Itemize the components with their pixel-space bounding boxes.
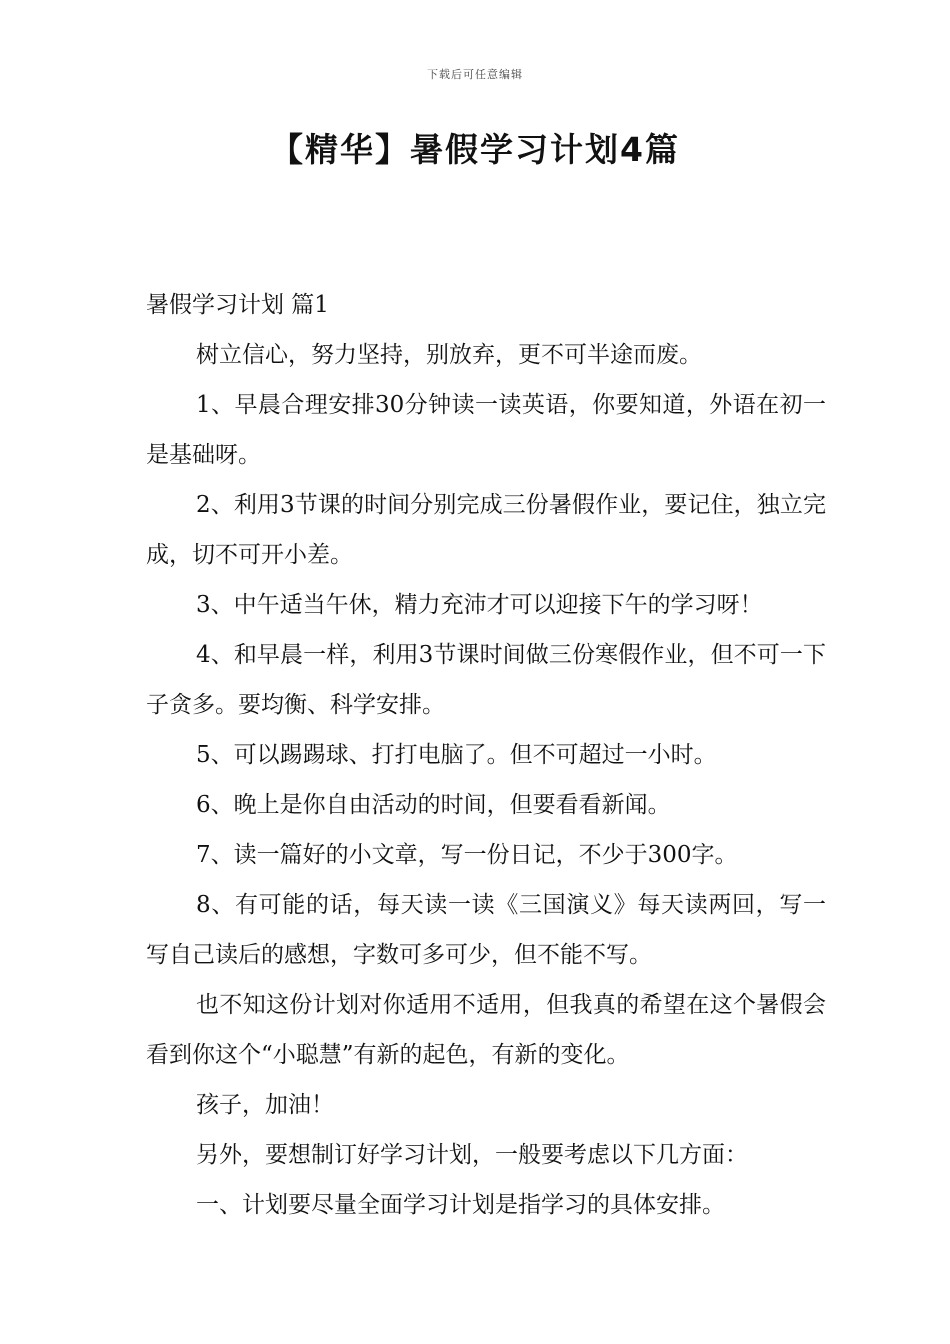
paragraph: 1、早晨合理安排30分钟读一读英语，你要知道，外语在初一是基础呀。 bbox=[146, 392, 826, 468]
paragraph: 也不知这份计划对你适用不适用，但我真的希望在这个暑假会看到你这个“小聪慧”有新的起色，有新的变化。 bbox=[146, 992, 826, 1068]
paragraph: 3、中午适当午休，精力充沛才可以迎接下午的学习呀！ bbox=[196, 592, 763, 618]
paragraph: 树立信心，努力坚持，别放弃，更不可半途而废。 bbox=[196, 342, 702, 368]
header-note: 下载后可任意编辑 bbox=[427, 68, 523, 81]
document-title: 【精华】暑假学习计划4篇 bbox=[270, 130, 680, 169]
paragraph: 6、晚上是你自由活动的时间，但要看看新闻。 bbox=[196, 792, 671, 818]
paragraph: 8、有可能的话，每天读一读《三国演义》每天读两回，写一写自己读后的感想，字数可多可少，但不能不写。 bbox=[146, 892, 826, 968]
paragraph: 孩子，加油！ bbox=[196, 1092, 334, 1118]
section-heading: 暑假学习计划 篇1 bbox=[146, 292, 329, 318]
paragraph: 4、和早晨一样，利用3节课时间做三份寒假作业，但不可一下子贪多。要均衡、科学安排。 bbox=[146, 642, 826, 718]
paragraph: 2、利用3节课的时间分别完成三份暑假作业，要记住，独立完成，切不可开小差。 bbox=[146, 492, 826, 568]
paragraph: 一、计划要尽量全面学习计划是指学习的具体安排。 bbox=[196, 1192, 725, 1218]
document-body bbox=[146, 280, 826, 1230]
paragraph: 5、可以踢踢球、打打电脑了。但不可超过一小时。 bbox=[196, 742, 717, 768]
paragraph: 另外，要想制订好学习计划，一般要考虑以下几方面： bbox=[196, 1142, 748, 1168]
paragraph: 7、读一篇好的小文章，写一份日记，不少于300字。 bbox=[196, 842, 738, 868]
